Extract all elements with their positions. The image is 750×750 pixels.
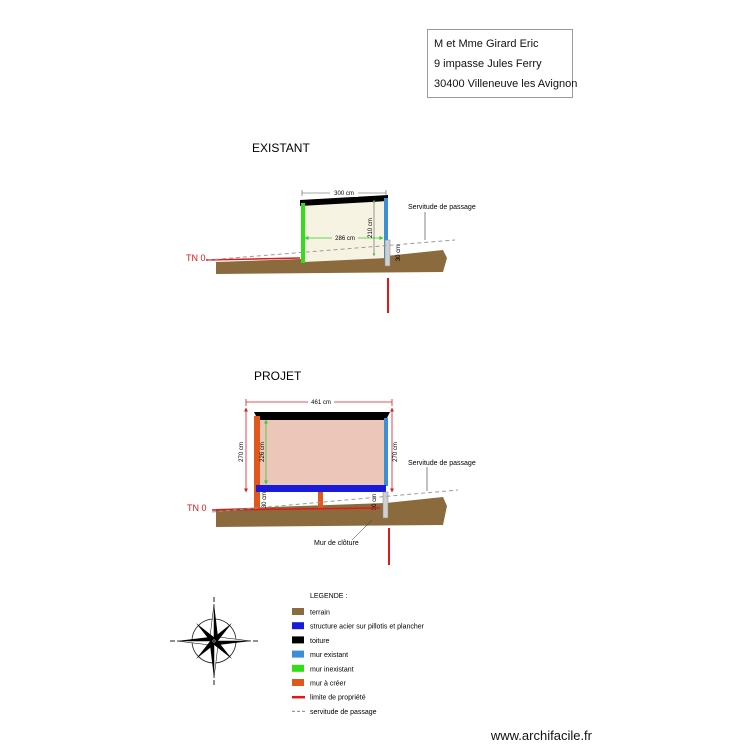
existant-dim-small: 30 cm: [396, 244, 402, 262]
owner-city: 30400 Villeneuve les Avignon: [434, 78, 578, 90]
legend-label: toiture: [310, 637, 330, 645]
compass-rose-icon: [170, 597, 258, 685]
legend-swatch: [292, 679, 304, 686]
legend-label: terrain: [310, 609, 330, 617]
existant-post: [385, 240, 390, 266]
watermark: www.archifacile.fr: [490, 728, 592, 743]
projet-dim-height-right: 270 cm: [393, 442, 399, 462]
projet-tn-label: TN 0: [187, 503, 207, 513]
existant-servitude-label: Servitude de passage: [408, 204, 476, 211]
existant-dim-width: 300 cm: [334, 191, 354, 197]
projet-mur-cloture-label: Mur de clôture: [314, 540, 359, 547]
legend-label: mur existant: [310, 652, 349, 660]
existant-wall-inexistant: [301, 203, 305, 263]
projet-dim-inner-height: 226 cm: [260, 442, 266, 462]
projet-servitude-label: Servitude de passage: [408, 460, 476, 467]
legend-label: structure acier sur pillotis et plancher: [310, 623, 424, 631]
legend-label: mur inexistant: [310, 666, 354, 674]
projet-pillar-middle: [318, 492, 323, 509]
existant-dim-inner: 286 cm: [335, 236, 355, 242]
existant-tn-label: TN 0: [186, 253, 206, 263]
projet-steel-floor: [256, 485, 386, 492]
projet-title: PROJET: [254, 369, 302, 383]
owner-name: M et Mme Girard Eric: [434, 38, 539, 50]
projet-roof: [254, 412, 390, 420]
owner-address: 9 impasse Jules Ferry: [434, 58, 542, 70]
projet-wall-existant: [384, 418, 388, 486]
projet-dim-height-left: 270 cm: [239, 442, 245, 462]
existant-dim-height: 210 cm: [368, 218, 374, 238]
legend: [292, 593, 425, 716]
legend-title: LEGENDE :: [310, 593, 348, 600]
legend-label: mur à créer: [310, 680, 346, 688]
legend-swatch: [292, 665, 304, 672]
existant-title: EXISTANT: [252, 141, 310, 155]
legend-swatch: [292, 651, 304, 658]
projet-room: [258, 418, 386, 486]
legend-swatch: [292, 622, 304, 629]
projet-dim-pillar-left: 30 cm: [262, 491, 268, 509]
projet-dim-width: 461 cm: [311, 400, 331, 406]
projet-wall-a-creer: [254, 416, 260, 510]
legend-swatch: [292, 636, 304, 643]
legend-label: limite de propriété: [310, 694, 366, 702]
legend-swatch: [292, 608, 304, 615]
legend-label: servitude de passage: [310, 708, 377, 716]
projet-dim-pillar-right: 30 cm: [372, 493, 378, 511]
